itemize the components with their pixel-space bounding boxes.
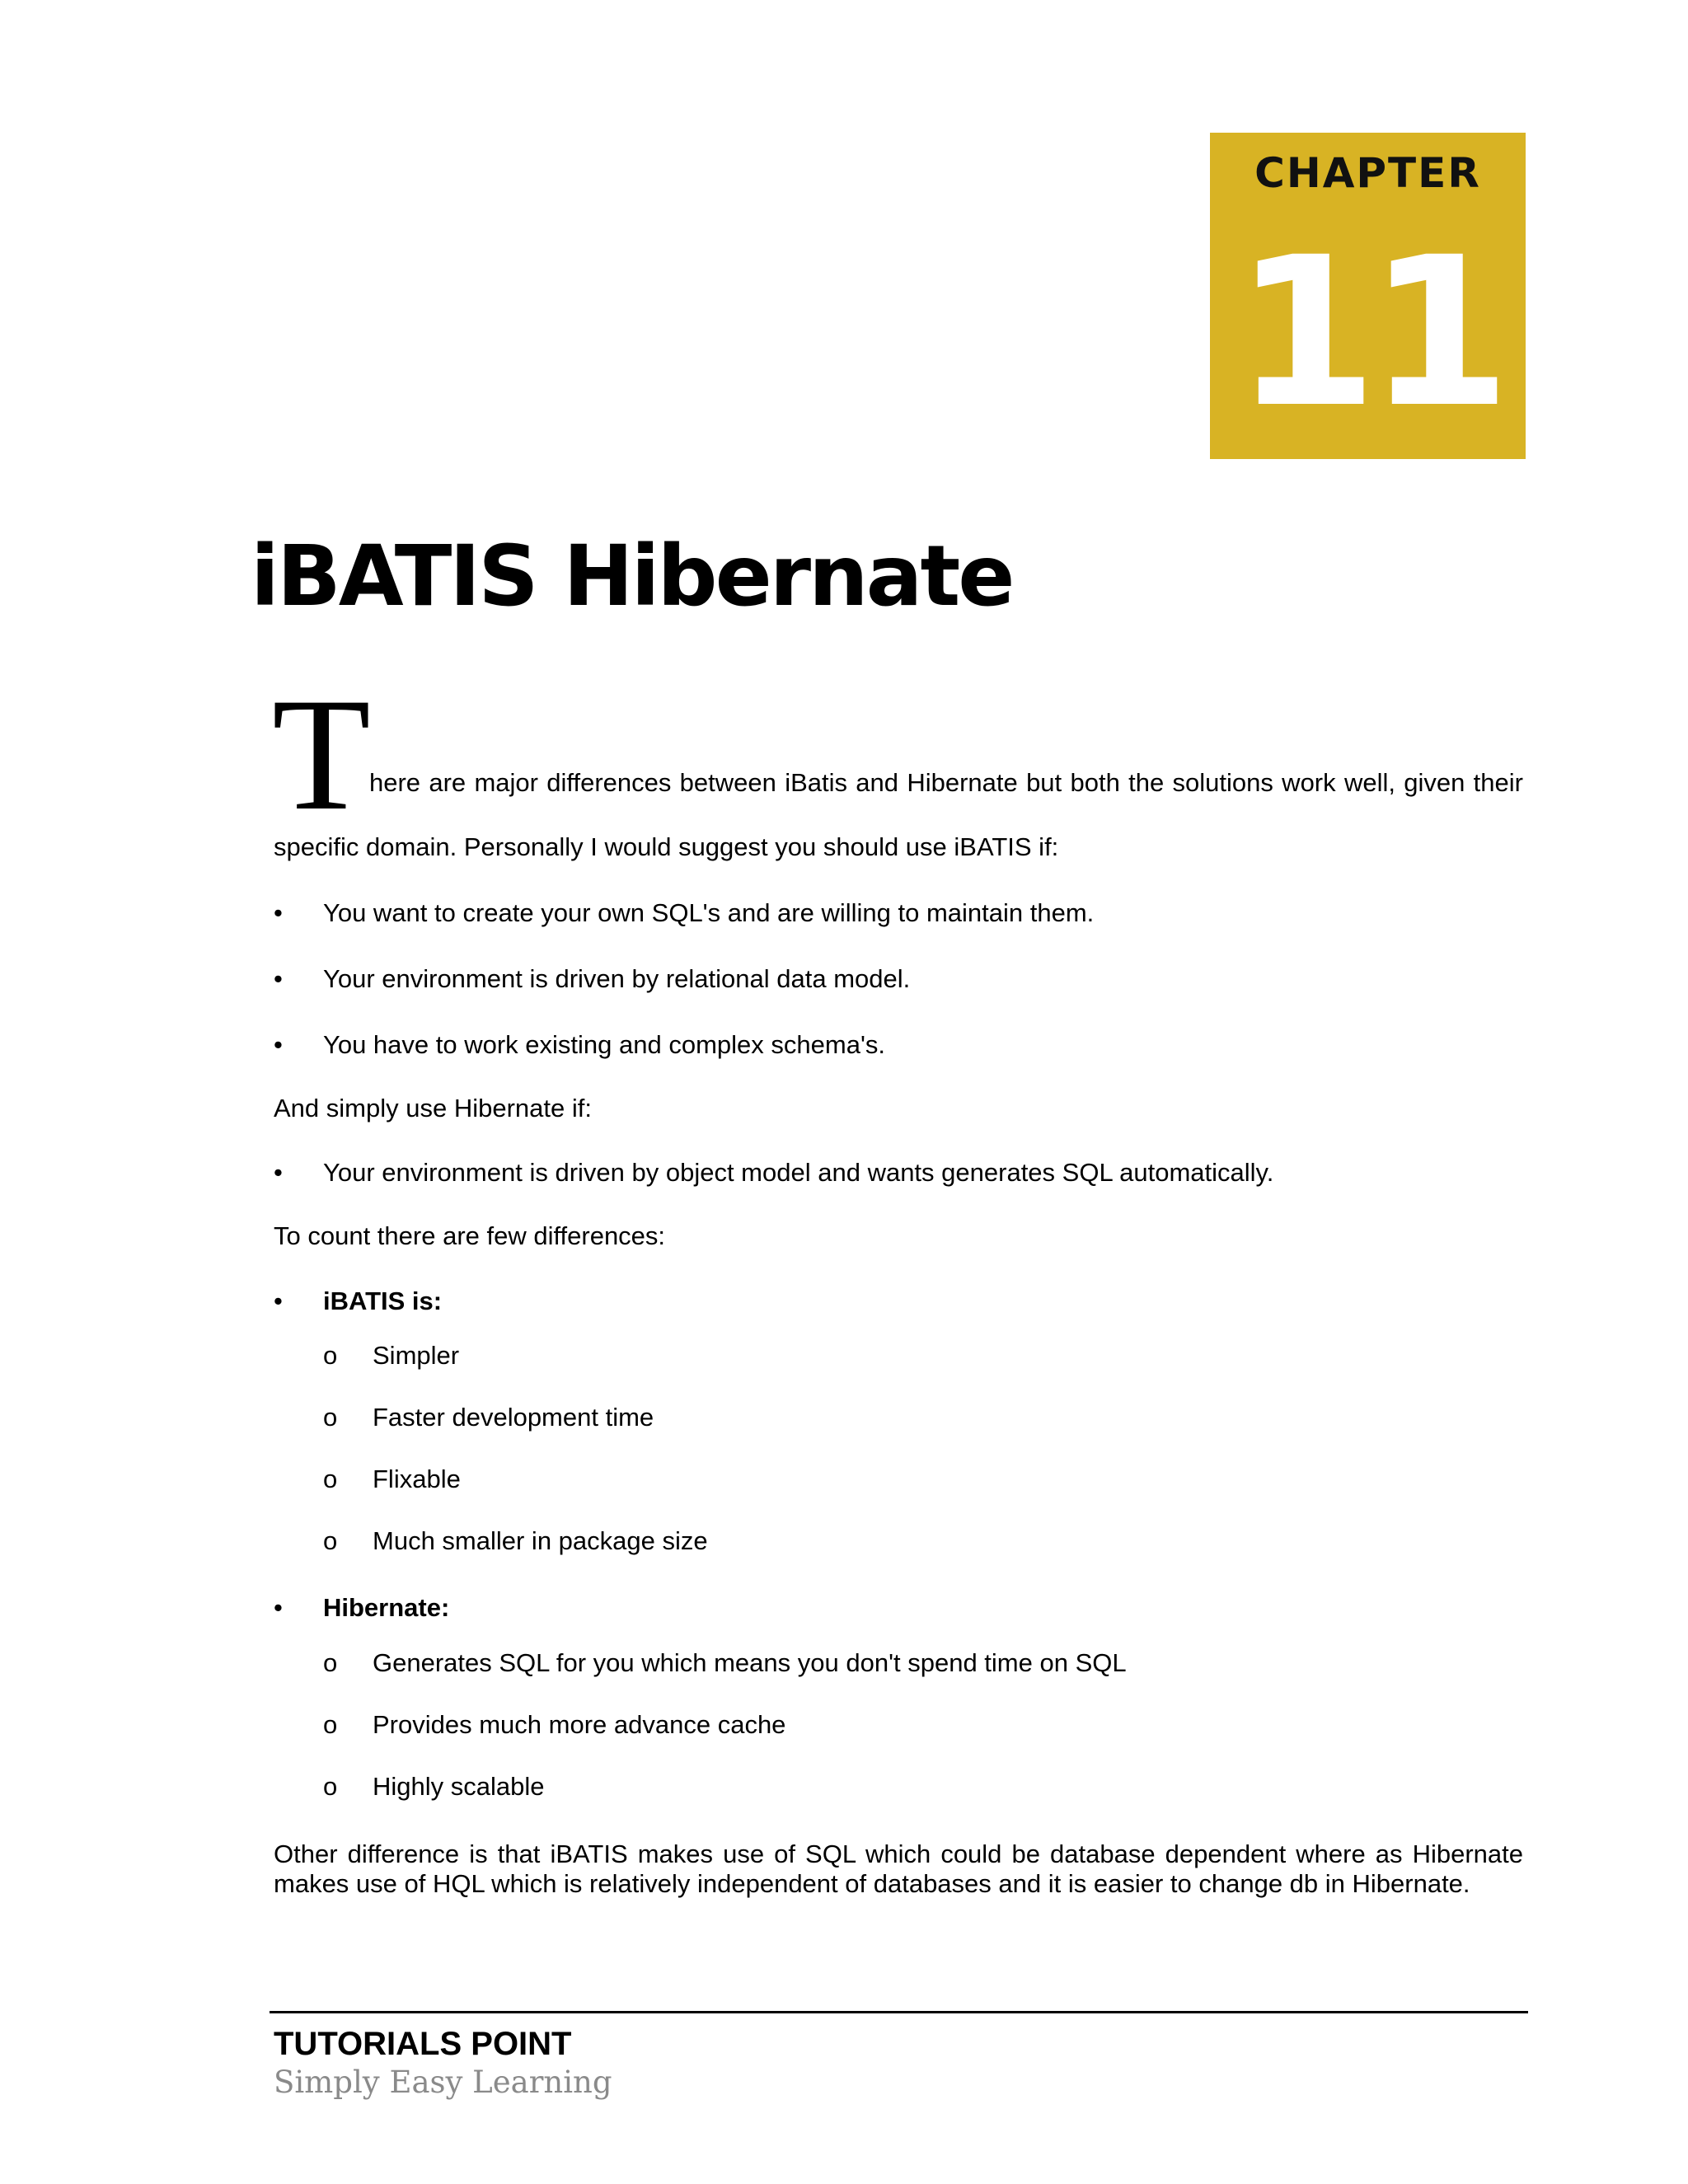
bullet-icon: • — [274, 964, 283, 993]
sub-bullet-icon: o — [323, 1526, 338, 1555]
list-item: You want to create your own SQL's and are willing to maintain them. — [323, 898, 1095, 927]
list-item: You have to work existing and complex schema's. — [323, 1030, 885, 1059]
sub-bullet-icon: o — [323, 1648, 338, 1677]
bullet-icon: • — [274, 1593, 283, 1622]
sub-bullet-icon: o — [323, 1465, 338, 1493]
list-item: Flixable — [373, 1465, 461, 1493]
bullet-icon: • — [274, 898, 283, 927]
page-title: iBATIS Hibernate — [251, 527, 1013, 626]
sub-bullet-icon: o — [323, 1341, 338, 1370]
footer-divider — [270, 2011, 1528, 2013]
list-item: Faster development time — [373, 1403, 654, 1432]
list-item: Simpler — [373, 1341, 460, 1370]
footer-brand: TUTORIALS POINT — [274, 2026, 572, 2062]
bullet-icon: • — [274, 1158, 283, 1187]
list-item: Generates SQL for you which means you don't spend time on SQL — [373, 1648, 1127, 1677]
chapter-label: CHAPTER — [1254, 149, 1481, 197]
hibernate-intro: And simply use Hibernate if: — [274, 1094, 592, 1122]
list-item: Much smaller in package size — [373, 1526, 708, 1555]
differences-intro: To count there are few differences: — [274, 1221, 666, 1250]
drop-cap: T — [272, 665, 371, 844]
sub-bullet-icon: o — [323, 1403, 338, 1432]
intro-line-2: specific domain. Personally I would suggest you should use iBATIS if: — [274, 832, 1059, 861]
chapter-number: 11 — [1234, 213, 1502, 452]
sub-bullet-icon: o — [323, 1772, 338, 1801]
intro-line-1: here are major differences between iBatis and Hibernate but both the solutions work well, given their — [369, 768, 1523, 797]
list-heading-hibernate: Hibernate: — [323, 1593, 450, 1622]
list-heading-ibatis: iBATIS is: — [323, 1286, 443, 1315]
list-item: Your environment is driven by relational data model. — [323, 964, 911, 993]
list-item: Provides much more advance cache — [373, 1710, 786, 1739]
bullet-icon: • — [274, 1030, 283, 1059]
footer-tagline: Simply Easy Learning — [274, 2064, 612, 2100]
chapter-badge — [1210, 133, 1526, 459]
list-item: Your environment is driven by object model and wants generates SQL automatically. — [323, 1158, 1274, 1187]
closing-paragraph: Other difference is that iBATIS makes use of SQL which could be database dependent where as Hibernate makes use of HQL which is relatively independent of databases and it is easier to change db in Hibernate. — [274, 1840, 1523, 1898]
sub-bullet-icon: o — [323, 1710, 338, 1739]
bullet-icon: • — [274, 1286, 283, 1315]
list-item: Highly scalable — [373, 1772, 545, 1801]
